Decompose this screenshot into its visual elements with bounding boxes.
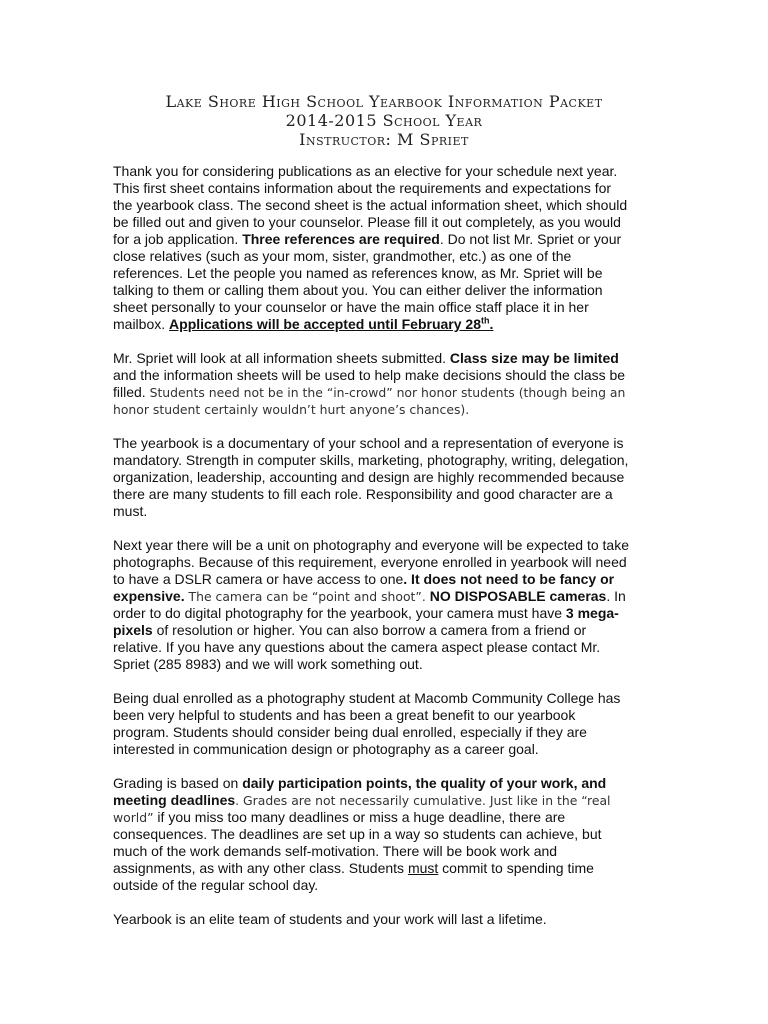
no-disposable-text: NO DISPOSABLE cameras — [429, 588, 607, 604]
paragraph-documentary — [113, 435, 633, 520]
text-run: Grading is based on — [113, 775, 243, 791]
paragraph-intro — [113, 163, 633, 333]
paragraph-closing — [113, 911, 633, 928]
cumulative-note: . Grades are not necessarily cumulative. Just like in the “real world” — [113, 793, 611, 825]
point-and-shoot-note: The camera can be “point and shoot”. — [184, 589, 430, 604]
text-run: commit to spending time outside of the regular school day. — [113, 860, 594, 893]
ordinal-suffix: th — [481, 315, 490, 326]
header-school-year: 2014-2015 School Year — [285, 111, 483, 130]
document-body — [113, 163, 633, 928]
text-run: Mr. Spriet will look at all information sheets submitted. — [113, 350, 450, 366]
paragraph-grading — [113, 775, 633, 894]
grading-criteria-text: daily participation points, the quality of your work, and meeting deadlines — [113, 775, 607, 808]
text-run: Being dual enrolled as a photography student at Macomb Community College has been very helpful to students and has been a great benefit to our yearbook program. Students should consider being dual enrolled, especially if they are interested in communication design or photography as a career goal. — [113, 690, 621, 757]
must-text: must — [407, 860, 439, 876]
text-run: and the information sheets will be used to help make decisions should the class be filled. — [113, 367, 626, 400]
text-run: The yearbook is a documentary of your school and a representation of everyone is mandatory. Strength in computer skills, marketing, photography, writing, delegation, organization, leadership, accounting and design are highly recommended because there are many students to fill each role. Responsibility and good character are a must. — [113, 435, 629, 519]
header-title: Lake Shore High School Yearbook Information Packet — [165, 92, 603, 111]
paragraph-selection — [113, 350, 633, 418]
document-header — [0, 92, 768, 149]
text-run: Next year there will be a unit on photography and everyone will be expected to take photographs. Because of this requirement, everyone enrolled in yearbook will need to have a DSLR camera or have access to one — [113, 537, 629, 587]
application-deadline-text — [169, 316, 493, 332]
header-instructor: Instructor: M Spriet — [299, 130, 469, 149]
paragraph-dual-enrollment — [113, 690, 633, 758]
class-size-text: Class size may be limited — [449, 350, 619, 366]
text-run: Thank you for considering publications as an elective for your schedule next year. This first sheet contains information about the requirements and expectations for the yearbook class. The second sheet is the actual information sheet, which should be filled out and given to your counselor. Please fill it out completely, as you would for a job application. — [113, 163, 628, 247]
deadline-label: Applications will be accepted until February 28 — [169, 316, 481, 332]
not-fancy-text: . It does not need to be fancy or expensive. — [113, 571, 615, 604]
text-run: of resolution or higher. You can also borrow a camera from a friend or relative. If you have any questions about the camera aspect please contact Mr. Spriet (285 8983) and we will work something out. — [113, 622, 601, 672]
references-required-text: Three references are required — [242, 231, 440, 247]
text-run: Yearbook is an elite team of students and your work will last a lifetime. — [113, 911, 547, 927]
text-run: if you miss too many deadlines or miss a huge deadline, there are consequences. The deadlines are set up in a way so students can achieve, but much of the work demands self-motivation. There will be book work and assignments, as with any other class. Students — [113, 809, 602, 876]
text-run: . In order to do digital photography for the yearbook, your camera must have — [113, 588, 626, 621]
text-run: . — [489, 316, 494, 332]
honor-students-note: Students need not be in the “in-crowd” nor honor students (though being an honor student certainly wouldn’t hurt anyone’s chances). — [113, 385, 626, 417]
megapixels-text: 3 mega-pixels — [113, 605, 619, 638]
paragraph-camera — [113, 537, 633, 673]
text-run: . Do not list Mr. Spriet or your close relatives (such as your mom, sister, grandmother, etc.) as one of the references. Let the people you named as references know, as Mr. Spriet will be talking to them or calling them about you. You can either deliver the information sheet personally to your counselor or have the main office staff place it in her mailbox. — [113, 231, 622, 332]
